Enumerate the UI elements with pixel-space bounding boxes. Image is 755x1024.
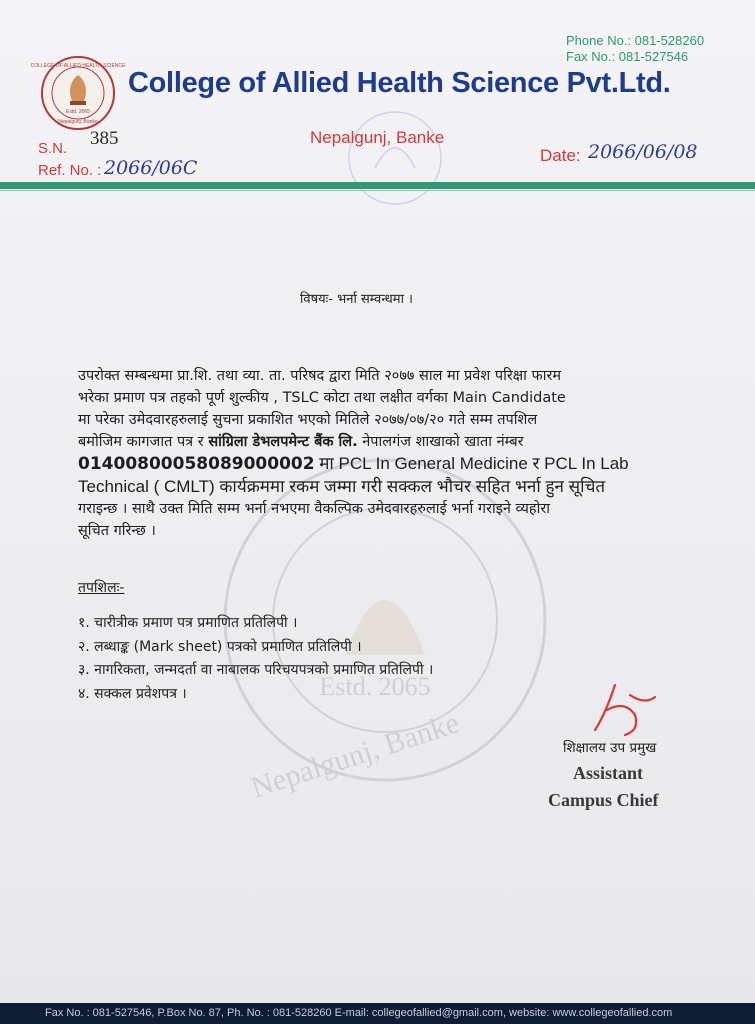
handwritten-signature bbox=[585, 675, 665, 745]
body-line bbox=[78, 431, 688, 453]
ref-value: 2066/06C bbox=[104, 157, 198, 179]
account-number: 01400800058089000002 bbox=[78, 454, 315, 474]
program-names: मा PCL In General Medicine र PCL In Lab bbox=[319, 454, 629, 473]
header-divider bbox=[0, 182, 755, 189]
date-value: 2066/06/08 bbox=[588, 141, 698, 163]
sn-value: 385 bbox=[90, 128, 119, 149]
body-line: मा परेका उमेदवारहरुलाई सुचना प्रकाशित भएको मितिले २०७७/०७/२० गते सम्म तपशिल bbox=[78, 412, 538, 428]
contact-block bbox=[566, 33, 704, 65]
body-line: गराइन्छ । साथै उक्त मिति सम्म भर्ना नभएमा वैकल्पिक उमेदवारहरुलाई भर्ना गराइने व्यहोरा bbox=[78, 501, 551, 517]
body-text: बमोजिम कागजात पत्र र bbox=[78, 434, 204, 450]
list-item: १. चारीत्रीक प्रमाण पत्र प्रमाणित प्रतिलिपी । bbox=[78, 615, 298, 631]
signatory-title-1: Assistant bbox=[573, 763, 644, 783]
watermark-place: Nepalgunj, Banke bbox=[247, 706, 464, 805]
signatory-title-nepali: शिक्षालय उप प्रमुख bbox=[563, 740, 657, 756]
requirements-list bbox=[78, 612, 433, 706]
phone-number: Phone No.: 081-528260 bbox=[566, 33, 705, 48]
bank-name: सांग्रिला डेभलपमेन्ट बैंक लि. bbox=[208, 434, 358, 450]
college-name: College of Allied Health Science Pvt.Ltd. bbox=[128, 67, 671, 99]
letter-body bbox=[78, 365, 688, 542]
list-item: २. लब्धाङ्क (Mark sheet) पत्रको प्रमाणित प्रतिलिपी । bbox=[78, 638, 362, 655]
logo-text: COLLEGE OF ALLIED HEALTH SCIENCE bbox=[30, 63, 126, 69]
stamp-mark bbox=[330, 108, 460, 208]
body-line: भरेका प्रमाण पत्र तहको पूर्ण शुल्कीय , TSLC कोटा तथा लक्षीत वर्गका Main Candidate bbox=[78, 390, 566, 406]
college-location: Nepalgunj, Banke bbox=[310, 128, 445, 147]
footer-text: Fax No. : 081-527546, P.Box No. 87, Ph. No. : 081-528260 E-mail: collegeofallied@gmail.com, website: www.collegeofallied.com bbox=[45, 1007, 673, 1019]
sn-label: S.N. bbox=[38, 140, 68, 157]
body-line: सूचित गरिन्छ । bbox=[78, 523, 156, 539]
signatory-title-2: Campus Chief bbox=[548, 790, 659, 810]
body-text: नेपालगंज शाखाको खाता नंम्बर bbox=[362, 434, 524, 450]
fax-number: Fax No.: 081-527546 bbox=[566, 49, 689, 64]
list-item: ३. नागरिकता, जन्मदर्ता वा नाबालक परिचयपत्रको प्रमाणित प्रतिलिपी । bbox=[78, 662, 434, 678]
body-line: Technical ( CMLT) कार्यक्रममा रकम जम्मा गरी सक्कल भौचर सहित भर्ना हुन सूचित bbox=[78, 477, 606, 496]
ref-label: Ref. No. : bbox=[38, 162, 102, 179]
list-heading: तपशिलः- bbox=[78, 580, 125, 596]
body-line: उपरोक्त सम्बन्धमा प्रा.शि. तथा व्या. ता. परिषद द्वारा मिति २०७७ साल मा प्रवेश परिक्षा फारम bbox=[78, 368, 562, 384]
date-label: Date: bbox=[540, 146, 581, 165]
letter-subject: विषयः- भर्ना सम्वन्धमा । bbox=[300, 292, 413, 307]
header-divider-thin bbox=[0, 190, 755, 191]
logo-place: Nepalgunj, Banke bbox=[58, 119, 98, 125]
body-line bbox=[78, 453, 688, 476]
list-item: ४. सक्कल प्रवेशपत्र । bbox=[78, 685, 187, 702]
logo-estd: Estd. 2065 bbox=[66, 109, 90, 115]
college-logo bbox=[30, 55, 126, 131]
footer-bar bbox=[0, 1003, 755, 1024]
watermark-estd: Estd. 2065 bbox=[319, 672, 431, 701]
